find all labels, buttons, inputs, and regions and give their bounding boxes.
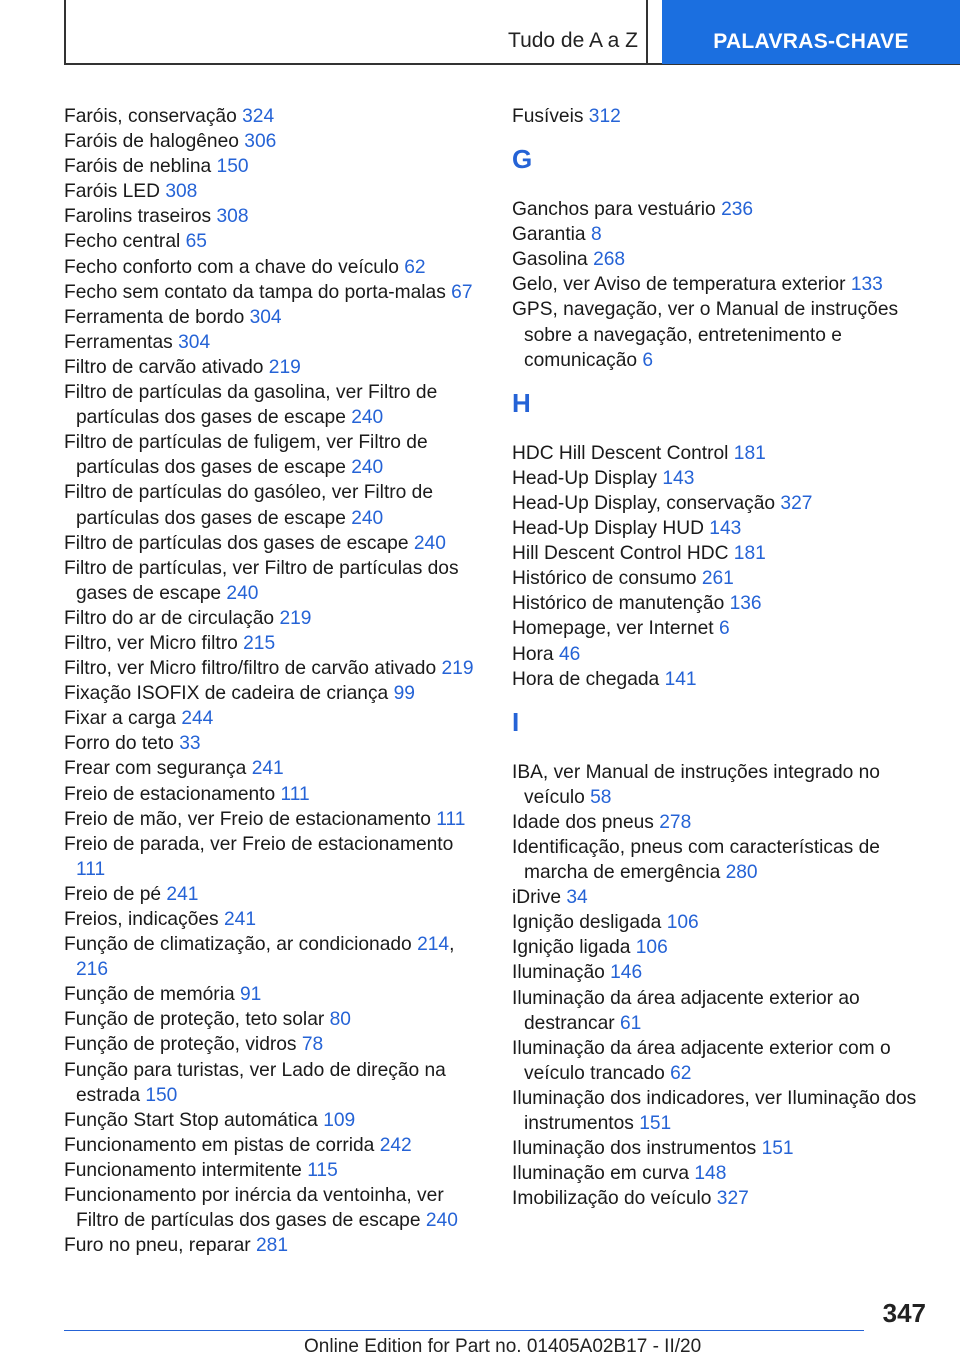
page-reference-link[interactable]: 33 <box>179 733 201 755</box>
index-term: Fecho conforto com a chave do veículo <box>64 256 399 278</box>
index-term: Faróis LED <box>64 181 160 203</box>
page-reference-link[interactable]: 62 <box>670 1062 692 1084</box>
keywords-tab[interactable]: PALAVRAS-CHAVE <box>662 0 960 64</box>
index-term: Histórico de manutenção <box>512 593 725 615</box>
index-term: Função para turistas, ver Lado de direção na estrada <box>64 1059 446 1106</box>
index-term: Funcionamento em pistas de corrida <box>64 1134 375 1156</box>
index-entry <box>512 591 932 616</box>
page-reference-link[interactable]: 181 <box>733 442 766 464</box>
index-term: Gelo, ver Aviso de temperatura exterior <box>512 274 846 296</box>
index-entry <box>512 835 932 885</box>
page-reference-link[interactable]: 143 <box>662 467 695 489</box>
page-reference-link[interactable]: 109 <box>323 1109 356 1131</box>
index-entry <box>64 1032 480 1057</box>
index-entry <box>64 255 480 280</box>
index-entry <box>64 907 480 932</box>
index-term: Ignição ligada <box>512 937 631 959</box>
index-entry <box>512 566 932 591</box>
index-entry <box>512 272 932 297</box>
index-entry <box>512 910 932 935</box>
index-entry <box>512 247 932 272</box>
page-reference-link[interactable]: 111 <box>436 808 466 830</box>
index-term: Fecho central <box>64 231 181 253</box>
index-term: Hora de chegada <box>512 668 660 690</box>
index-entry <box>512 935 932 960</box>
index-letter-heading: H <box>512 387 531 418</box>
page-reference-link[interactable]: 106 <box>635 937 668 959</box>
index-term: Iluminação dos instrumentos <box>512 1138 757 1160</box>
index-entry <box>64 681 480 706</box>
index-term: Filtro de carvão ativado <box>64 356 264 378</box>
index-entry <box>64 280 480 305</box>
index-term: Filtro de partículas da gasolina, ver Filtro de partículas dos gases de escape <box>64 382 438 429</box>
page-reference-link[interactable]: 215 <box>243 632 276 654</box>
index-entry <box>512 760 932 810</box>
page-reference-link[interactable]: 261 <box>701 568 734 590</box>
index-entry <box>512 616 932 641</box>
page-reference-link[interactable]: 241 <box>166 883 199 905</box>
index-term: Filtro do ar de circulação <box>64 607 275 629</box>
page-reference-link[interactable]: 181 <box>733 543 766 565</box>
page-reference-link[interactable]: 143 <box>709 518 742 540</box>
index-term: Iluminação <box>512 962 605 984</box>
index-term: Função de proteção, teto solar <box>64 1009 325 1031</box>
page-reference-link[interactable]: 67 <box>451 281 473 303</box>
index-term: Filtro de partículas dos gases de escape <box>64 532 409 554</box>
index-entry <box>64 882 480 907</box>
index-term: Histórico de consumo <box>512 568 697 590</box>
page-reference-link[interactable]: 61 <box>620 1012 642 1034</box>
page-reference-link[interactable]: 34 <box>566 887 588 909</box>
index-entry <box>64 1158 480 1183</box>
index-term: Freio de pé <box>64 883 162 905</box>
section-title: Tudo de A a Z <box>508 29 638 52</box>
index-term: iDrive <box>512 887 562 909</box>
index-entry <box>64 1233 480 1258</box>
index-term: Faróis de neblina <box>64 156 212 178</box>
index-term: Iluminação da área adjacente exterior ao destrancar <box>512 987 860 1034</box>
index-term: HDC Hill Descent Control <box>512 442 729 464</box>
index-entry <box>512 297 932 372</box>
index-entry <box>64 606 480 631</box>
index-term: Fixar a carga <box>64 708 176 730</box>
page-reference-link[interactable]: 214 <box>417 934 450 956</box>
index-term: Hora <box>512 643 554 665</box>
page-reference-link[interactable]: 308 <box>216 206 249 228</box>
index-term: Homepage, ver Internet <box>512 618 714 640</box>
index-term: Funcionamento por inércia da ventoinha, ver Filtro de partículas dos gases de escape <box>64 1185 444 1232</box>
page-reference-link[interactable]: 58 <box>590 786 612 808</box>
index-term: Freio de parada, ver Freio de estacionamento <box>64 833 454 855</box>
index-term: GPS, navegação, ver o Manual de instruções sobre a navegação, entretenimento e comunicação <box>512 299 899 371</box>
page-reference-link[interactable]: 8 <box>590 224 602 246</box>
page-reference-link[interactable]: 6 <box>642 349 654 371</box>
page-reference-link[interactable]: 91 <box>239 984 262 1006</box>
index-term: Função de climatização, ar condicionado <box>64 934 412 956</box>
index-entry <box>512 1036 932 1086</box>
index-term: Imobilização do veículo <box>512 1188 712 1210</box>
index-entry <box>64 1108 480 1133</box>
index-entry <box>512 104 932 129</box>
page-reference-link[interactable]: 78 <box>301 1034 324 1056</box>
index-term: Freio de mão, ver Freio de estacionamento <box>64 808 431 830</box>
index-entry <box>64 807 480 832</box>
page-reference-link[interactable]: 136 <box>729 593 762 615</box>
index-term: Farolins traseiros <box>64 206 212 228</box>
index-term: Filtro de partículas do gasóleo, ver Filtro de partículas dos gases de escape <box>64 482 434 529</box>
index-entry <box>64 179 480 204</box>
index-term: Iluminação em curva <box>512 1163 690 1185</box>
page-reference-link[interactable]: 312 <box>588 106 621 127</box>
page-reference-link[interactable]: 240 <box>351 507 384 529</box>
page-reference-link[interactable]: 236 <box>721 199 754 221</box>
index-term: Hill Descent Control HDC <box>512 543 729 565</box>
index-term: Faróis de halogêneo <box>64 131 239 153</box>
index-term: Iluminação dos indicadores, ver Iluminação dos instrumentos <box>512 1087 917 1134</box>
index-term: Filtro de partículas, ver Filtro de partículas dos gases de escape <box>64 557 459 604</box>
index-entry <box>64 982 480 1007</box>
page-reference-link[interactable]: 240 <box>351 457 384 479</box>
page-reference-link[interactable]: 111 <box>280 783 310 805</box>
index-entry <box>64 380 480 430</box>
page-reference-link[interactable]: 324 <box>242 106 275 127</box>
page-reference-link[interactable]: 151 <box>639 1113 672 1134</box>
index-term: Funcionamento intermitente <box>64 1159 302 1181</box>
page-reference-link[interactable]: 80 <box>329 1009 351 1031</box>
page-reference-link[interactable]: 6 <box>718 618 730 640</box>
index-entry <box>512 667 932 692</box>
index-entry <box>64 1007 480 1032</box>
index-entry <box>64 832 480 882</box>
index-entry <box>512 1161 932 1186</box>
index-term: Frear com segurança <box>64 758 247 780</box>
index-column-right <box>512 104 932 1211</box>
index-entry <box>512 960 932 985</box>
index-letter-heading: G <box>512 144 533 175</box>
page-reference-link[interactable]: 304 <box>249 306 282 328</box>
page-reference-link[interactable]: 241 <box>223 909 256 930</box>
index-entry <box>64 355 480 380</box>
page-reference-link[interactable]: 219 <box>279 607 312 629</box>
page-reference-link[interactable]: 133 <box>850 274 883 296</box>
edition-text: Online Edition for Part no. 01405A02B17 - II/20 <box>304 1336 702 1357</box>
page-reference-link[interactable]: 99 <box>393 683 415 705</box>
index-entry <box>64 129 480 154</box>
index-entry <box>512 810 932 835</box>
index-term: Freios, indicações <box>64 909 219 930</box>
page-reference-link[interactable]: 150 <box>145 1084 178 1106</box>
page-reference-link[interactable]: 115 <box>307 1159 338 1181</box>
index-entry <box>512 441 932 466</box>
page-reference-link[interactable]: 219 <box>268 356 301 378</box>
index-entry <box>512 1136 932 1161</box>
page-reference-link[interactable]: 146 <box>610 962 643 984</box>
page-reference-link[interactable]: 244 <box>181 708 214 730</box>
page-reference-link[interactable]: 46 <box>558 643 581 665</box>
index-column-left <box>64 104 480 1258</box>
page-reference-link[interactable]: 240 <box>425 1210 458 1232</box>
index-term: Identificação, pneus com características de marcha de emergência <box>512 836 880 884</box>
index-term: Forro do teto <box>64 733 174 755</box>
index-entry <box>64 631 480 656</box>
index-term: Furo no pneu, reparar <box>64 1235 251 1257</box>
page-reference-link[interactable]: 240 <box>413 532 446 554</box>
page-reference-link[interactable]: 242 <box>379 1134 412 1156</box>
index-entry <box>512 466 932 491</box>
page-reference-link[interactable]: 241 <box>251 758 284 780</box>
index-term: Faróis, conservação <box>64 106 237 127</box>
index-entry <box>64 782 480 807</box>
index-entry <box>512 197 932 222</box>
page-reference-link[interactable]: 141 <box>664 668 697 690</box>
index-entry <box>512 516 932 541</box>
page-reference-link[interactable]: 151 <box>761 1138 794 1160</box>
index-term: Ignição desligada <box>512 912 662 934</box>
index-entry <box>512 491 932 516</box>
index-entry <box>64 305 480 330</box>
index-entry <box>64 1058 480 1108</box>
page-reference-link[interactable]: 148 <box>694 1163 727 1185</box>
index-entry <box>64 731 480 756</box>
index-entry <box>64 706 480 731</box>
index-entry <box>512 642 932 667</box>
page-reference-link[interactable]: 219 <box>441 658 474 680</box>
index-term: Ganchos para vestuário <box>512 199 716 221</box>
page-reference-link[interactable]: 111 <box>76 858 106 880</box>
index-entry: Função de climatização, ar condicionado 214, 216 <box>64 934 455 981</box>
index-term: Função Start Stop automática <box>64 1109 318 1131</box>
page-reference-link[interactable]: 216 <box>76 959 109 981</box>
index-term: Filtro, ver Micro filtro <box>64 632 238 654</box>
index-term: IBA, ver Manual de instruções integrado no veículo <box>512 761 880 808</box>
index-entry <box>64 756 480 781</box>
page-reference-link[interactable]: 150 <box>216 156 249 178</box>
index-entry <box>64 104 480 129</box>
page-reference-link[interactable]: 327 <box>780 492 813 514</box>
index-term: Gasolina <box>512 249 588 271</box>
index-term: Garantia <box>512 224 586 246</box>
index-entry <box>64 154 480 179</box>
index-term: Fixação ISOFIX de cadeira de criança <box>64 683 389 705</box>
page-reference-link[interactable]: 306 <box>244 131 277 153</box>
index-term: Head-Up Display <box>512 467 658 489</box>
page-reference-link[interactable]: 268 <box>593 249 626 271</box>
index-term: Idade dos pneus <box>512 811 654 833</box>
index-term: Head-Up Display HUD <box>512 518 704 540</box>
index-entry <box>512 1186 932 1211</box>
page-number: 347 <box>882 1298 926 1328</box>
index-entry <box>64 480 480 530</box>
index-entry <box>512 986 932 1036</box>
index-entry <box>64 1183 480 1233</box>
index-term: Freio de estacionamento <box>64 783 276 805</box>
index-term: Head-Up Display, conservação <box>512 492 776 514</box>
page-reference-link[interactable]: 106 <box>666 912 699 934</box>
index-entry <box>512 885 932 910</box>
index-entry <box>64 330 480 355</box>
page-reference-link[interactable]: 240 <box>226 582 259 604</box>
page-reference-link[interactable]: 240 <box>351 407 384 429</box>
index-term: Filtro de partículas de fuligem, ver Filtro de partículas dos gases de escape <box>64 432 428 479</box>
page-reference-link[interactable]: 278 <box>659 811 692 833</box>
index-entry <box>64 229 480 254</box>
index-entry <box>512 1086 932 1136</box>
index-entry <box>64 1133 480 1158</box>
index-entry <box>64 656 480 681</box>
index-entry <box>512 222 932 247</box>
page-reference-link[interactable]: 281 <box>256 1235 289 1257</box>
page-reference-link[interactable]: 280 <box>725 862 758 884</box>
index-term: Função de memória <box>64 984 235 1006</box>
index-entry <box>64 556 480 606</box>
index-term: Ferramentas <box>64 331 173 353</box>
index-term: Iluminação da área adjacente exterior com o veículo trancado <box>512 1037 891 1084</box>
index-term: Fecho sem contato da tampa do porta-malas <box>64 281 446 303</box>
footer-rule <box>64 1330 864 1331</box>
page-reference-link[interactable]: 304 <box>178 331 211 353</box>
index-entry <box>64 531 480 556</box>
index-term: Filtro, ver Micro filtro/filtro de carvão ativado <box>64 658 437 680</box>
index-entry <box>512 541 932 566</box>
page-reference-link[interactable]: 308 <box>165 181 198 203</box>
page-reference-link[interactable]: 65 <box>185 231 207 253</box>
index-entry <box>64 430 480 480</box>
index-term: Função de proteção, vidros <box>64 1034 297 1056</box>
index-term: Ferramenta de bordo <box>64 306 245 328</box>
page-reference-link[interactable]: 327 <box>716 1188 749 1210</box>
index-entry <box>64 204 480 229</box>
page-reference-link[interactable]: 62 <box>404 256 426 278</box>
index-letter-heading: I <box>512 706 520 737</box>
index-term: Fusíveis <box>512 106 584 127</box>
